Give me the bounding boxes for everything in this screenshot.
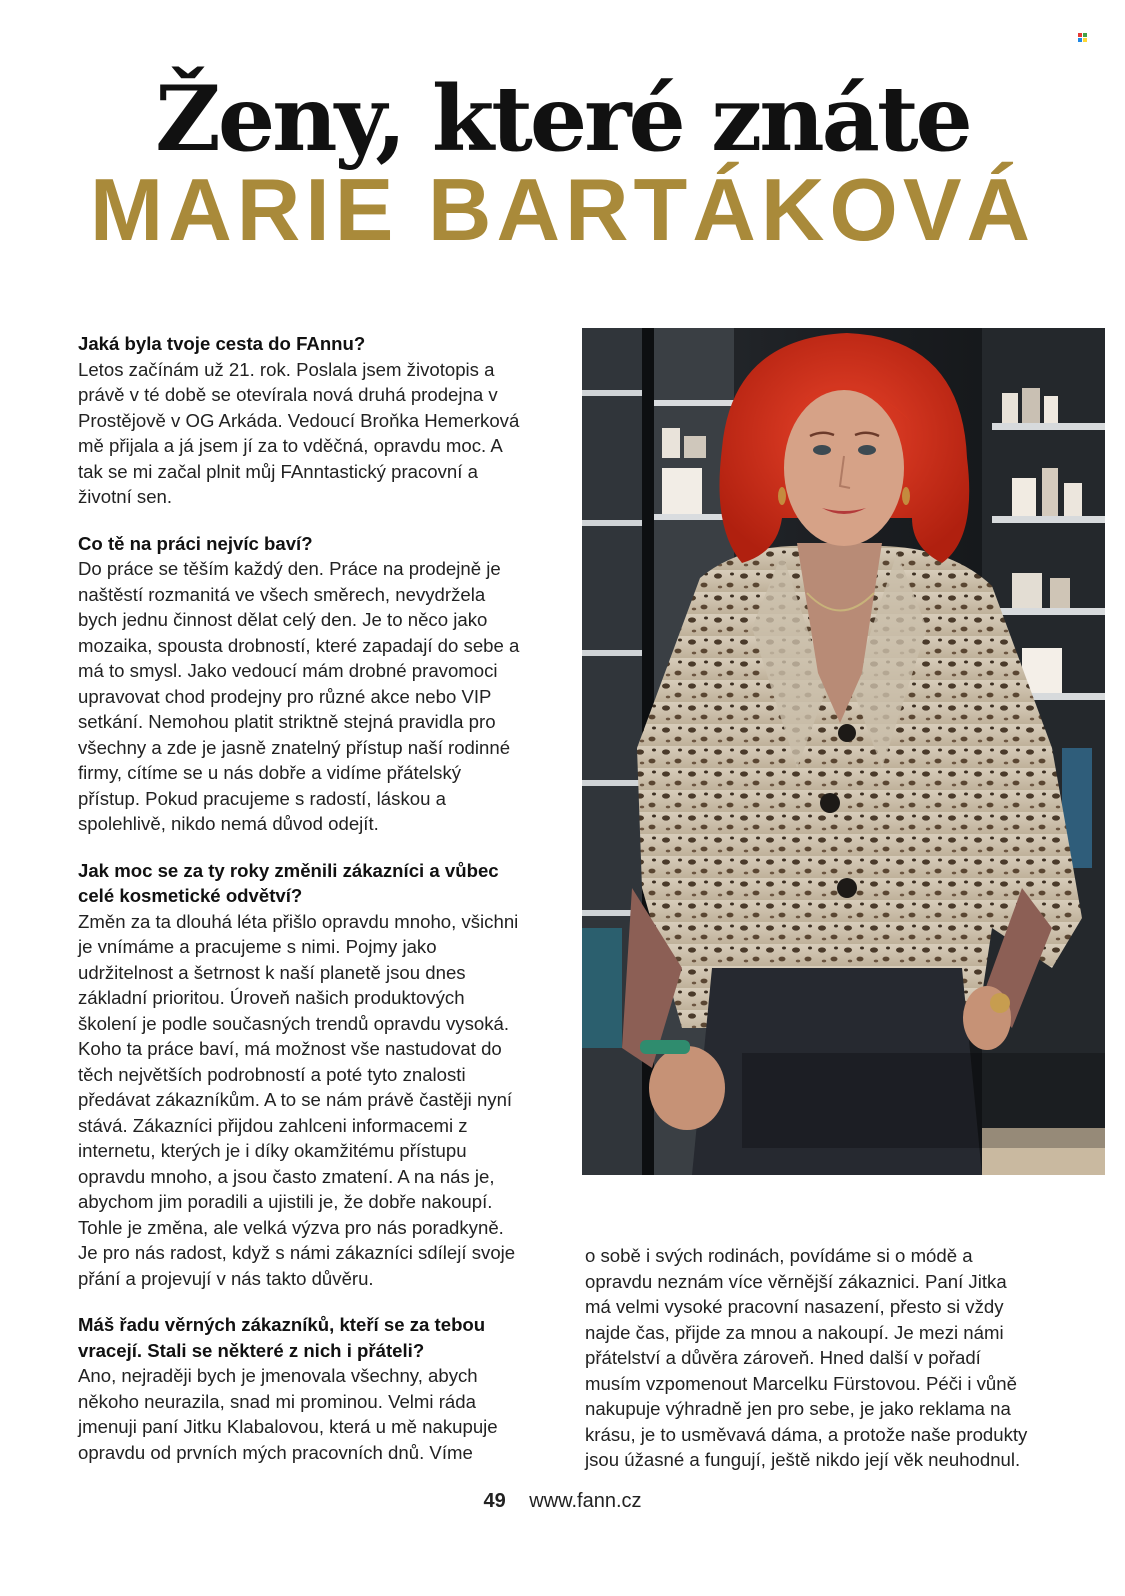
answer: Letos začínám už 21. rok. Poslala jsem životopis a právě v té době se otevírala nová druhá prodejna v Prostějově v OG Arkáda. Vedoucí Broňka Hemerková mě přijala a já jsem jí za to vděčná, opravdu moc. A tak se mi začal plnit můj FAnntastický pracovní a životní sen. xyxy=(78,358,520,507)
person-name: MARIE BARTÁKOVÁ xyxy=(89,160,1036,259)
question: Jak moc se za ty roky změnili zákazníci a vůbec celé kosmetické odvětví? xyxy=(78,859,499,906)
answer: Do práce se těším každý den. Práce na prodejně je naštěstí rozmanitá ve všech směrech, nevydržela bych jednu činnost dělat celý den. Je to něco jako mozaika, spousta drobností, které zapadají do sebe a má to smysl. Jako vedoucí mám drobné pravomoci upravovat chod prodejny pro různé akce nebo VIP setkání. Nemohou platit striktně stejná pravidla pro všechny a zde je jasně znatelný přístup naší rodinné firmy, cítíme se u nás dobře a vidíme přátelský přístup. Pokud pracujeme s radostí, láskou a spolehlivě, nikdo nemá důvod odejít. xyxy=(78,558,520,834)
question: Máš řadu věrných zákazníků, kteří se za tebou vracejí. Stali se některé z nich i přáteli? xyxy=(78,1314,486,1361)
page-number: 49 xyxy=(483,1490,506,1512)
answer-continued: o sobě i svých rodinách, povídáme si o módě a opravdu neznám více věrnější zákaznici. Paní Jitka má velmi vysoké pracovní nasazení, přesto si vždy najde čas, přijde za mnou a nakoupí. Je mezi námi přátelství a důvěra zároveň. Hned další v pořadí musím vzpomenout Marcelku Fürstovou. Péči i vůně nakupuje výhradně jen pro sebe, je jako reklama na krásu, je to usměvavá dáma, a protože naše produkty jsou úžasné a fungují, ještě nikdo její věk neuhodnul. xyxy=(585,1245,1028,1470)
answer: Ano, nejraději bych je jmenovala všechny, abych někoho neurazila, snad mi prominou. Velmi ráda jmenuji paní Jitku Klabalovou, která u mě nakupuje opravdu od prvních mých pracovních dnů. Víme xyxy=(78,1365,498,1463)
qa-block xyxy=(78,1312,528,1465)
right-column xyxy=(585,1243,1035,1494)
page-title: Ženy, které znáte xyxy=(155,66,970,172)
corner-color-mark xyxy=(1078,33,1087,42)
page-footer xyxy=(0,1490,1125,1513)
qa-block xyxy=(78,531,528,837)
website-url[interactable]: www.fann.cz xyxy=(529,1490,642,1512)
left-column xyxy=(78,331,528,1486)
question: Jaká byla tvoje cesta do FAnnu? xyxy=(78,333,366,354)
answer: Změn za ta dlouhá léta přišlo opravdu mnoho, všichni je vnímáme a pracujeme s nimi. Pojmy jako udržitelnost a šetrnost k naší planetě jsou dnes základní prioritou. Úroveň našich produktových školení je podle současných trendů opravdu vysoká. Koho ta práce baví, má možnost vše nastudovat do těch největších podrobností a poté tyto znalosti předávat zákazníkům. A to se nám právě častěji nyní stává. Zákazníci přijdou zahlceni informacemi z internetu, kterých je i díky okamžitému přístupu opravdu mnoho, a jsou často zmatení. A na nás je, abychom jim poradili a ujistili je, že dobře nakoupí. Tohle je změna, ale velká výzva pro nás poradkyně. Je pro nás radost, když s námi zákazníci sdílejí svoje přání a projevují v nás takto důvěru. xyxy=(78,910,519,1289)
portrait-photo xyxy=(582,328,1105,1175)
question: Co tě na práci nejvíc baví? xyxy=(78,532,313,554)
qa-block xyxy=(78,331,528,510)
qa-block xyxy=(78,858,528,1292)
